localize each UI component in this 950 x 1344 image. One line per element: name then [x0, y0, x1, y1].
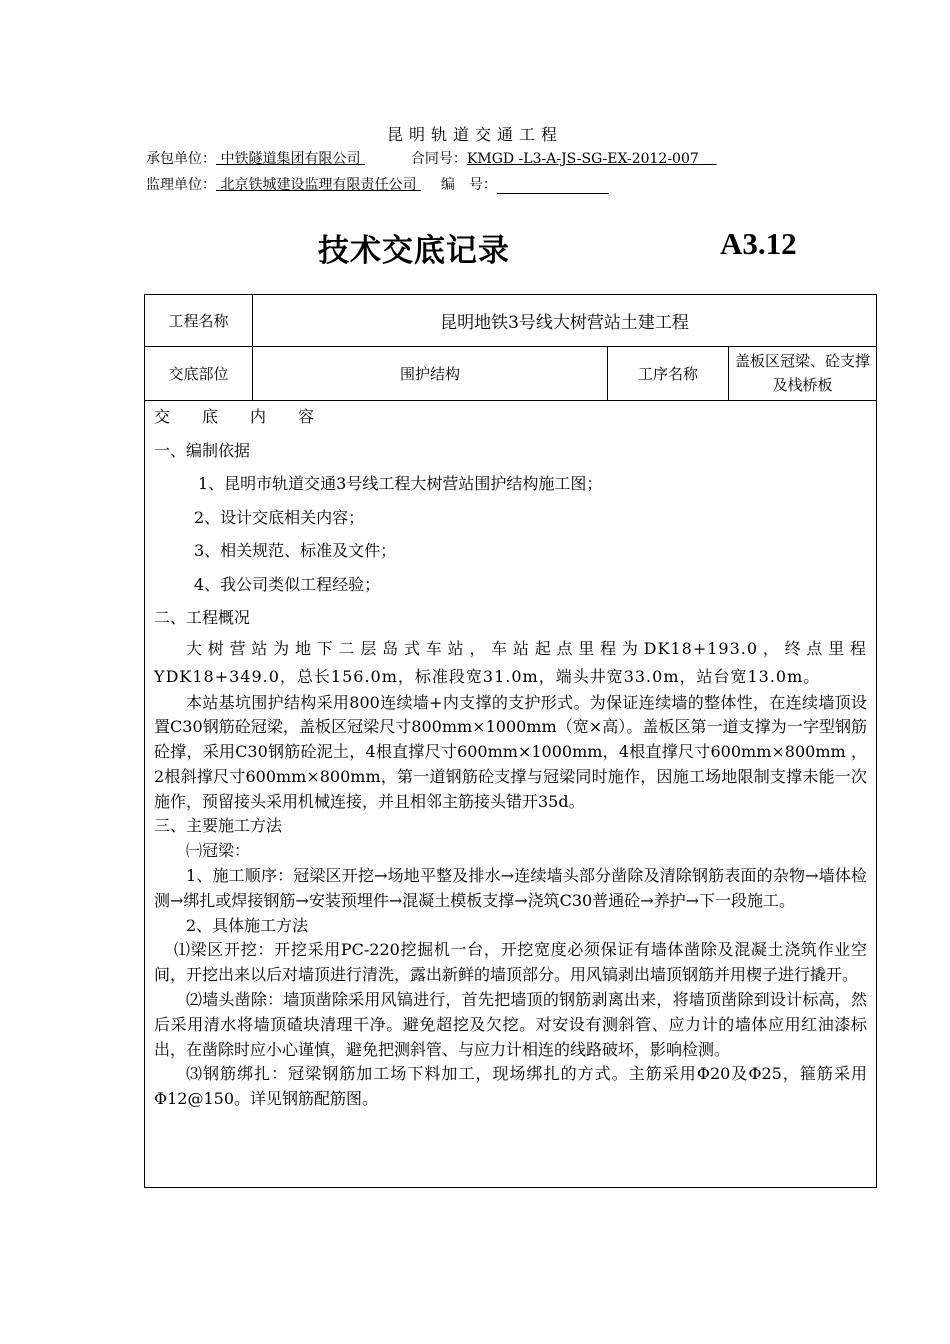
section-basis: 一、编制依据: [154, 440, 251, 460]
basis-item-3: 3、相关规范、标准及文件；: [194, 541, 397, 560]
part-value: 围护结构: [253, 346, 608, 400]
process-value: 盖板区冠梁、砼支撑及栈桥板: [735, 352, 871, 394]
method-sequence: 1、施工顺序：冠梁区开挖→场地平整及排水→连续墙头部分凿除及清除钢筋表面的杂物→墙体检测→绑扎或焊接钢筋→安装预埋件→混凝土模板支撑→浇筑C30普通砼→养护→下一段施工。: [154, 866, 867, 910]
content-heading: 交 底 内 容: [154, 407, 315, 426]
overview-paragraph-1: 大树营站为地下二层岛式车站，车站起点里程为DK18+193.0，终点里程YDK18+349.0，总长156.0m，标准段宽31.0m，端头井宽33.0m，站台宽13.0m。: [154, 638, 867, 686]
contractor-label: 承包单位：: [146, 151, 216, 167]
basis-item-2: 2、设计交底相关内容；: [194, 507, 365, 527]
project-header: 昆明轨道交通工程: [386, 125, 563, 144]
project-name-row: [145, 295, 876, 347]
number-label: 编 号：: [440, 177, 497, 193]
doc-code: A3.12: [720, 226, 797, 261]
method-crown-beam: ㈠冠梁：: [186, 841, 251, 861]
basis-item-1: 1、昆明市轨道交通3号线工程大树营站围护结构施工图；: [198, 474, 603, 493]
supervisor-line: [146, 174, 609, 194]
contract-no-label: 合同号：: [410, 151, 467, 167]
supervisor-label: 监理单位：: [146, 177, 216, 193]
content-body: [145, 400, 876, 1112]
overview-paragraph-2: 本站基坑围护结构采用800连续墙+内支撑的支护形式。为保证连续墙的整体性，在连续墙顶设置C30钢筋砼冠梁，盖板区冠梁尺寸800mm×1000mm（宽×高）。盖板区第一道支撑为一字型钢筋砼撑，采用C30钢筋砼泥土，4根直撑尺寸600mm×1000mm，4根直撑尺寸600mm×800mm ，2根斜撑尺寸600mm×800mm，第一道钢筋砼支撑与冠梁同时施作，因施工场地限制支撑未能一次施作，预留接头采用机械连接，并且相邻主筋接头错开35d。: [154, 692, 867, 811]
doc-title: 技术交底记录: [318, 233, 510, 269]
section-methods: 三、主要施工方法: [154, 816, 283, 836]
basis-item-4: 4、我公司类似工程经验；: [194, 574, 381, 594]
method-specific-heading: 2、具体施工方法: [186, 915, 309, 935]
process-label: 工序名称: [608, 346, 729, 400]
method-excavation: ⑴梁区开挖：开挖采用PC-220挖掘机一台，开挖宽度必须保证有墙体凿除及混凝土浇筑作业空间，开挖出来以后对墙顶进行清洗，露出新鲜的墙顶部分。用风镐剥出墙顶钢筋并用楔子进行撬开。: [154, 940, 867, 985]
method-chiseling: ⑵墙头凿除：墙顶凿除采用风镐进行，首先把墙顶的钢筋剥离出来，将墙顶凿除到设计标高，然后采用清水将墙顶碴块清理干净。避免超挖及欠挖。对安设有测斜管、应力计的墙体应用红油漆标出，在凿除时应小心谨慎，避免把测斜管、与应力计相连的线路破坏，影响检测。: [154, 990, 867, 1059]
contract-no-value: KMGD -L3-A-JS-SG-EX-2012-007: [466, 151, 699, 167]
project-name-label: 工程名称: [145, 295, 253, 346]
supervisor-value: 北京铁城建设监理有限责任公司: [220, 177, 417, 193]
project-name-value: 昆明地铁3号线大树营站土建工程: [440, 313, 689, 333]
part-row: [145, 346, 876, 401]
contractor-value: 中铁隧道集团有限公司: [220, 151, 361, 167]
record-form: [144, 294, 877, 1188]
part-label: 交底部位: [145, 346, 253, 400]
method-rebar: ⑶钢筋绑扎：冠梁钢筋加工场下料加工，现场绑扎的方式。主筋采用Φ20及Φ25，箍筋采用Φ12@150。详见钢筋配筋图。: [154, 1064, 867, 1109]
section-overview: 二、工程概况: [154, 608, 251, 627]
overview-text: [154, 635, 867, 1113]
contractor-line: [146, 148, 717, 168]
number-blank: [497, 179, 609, 194]
